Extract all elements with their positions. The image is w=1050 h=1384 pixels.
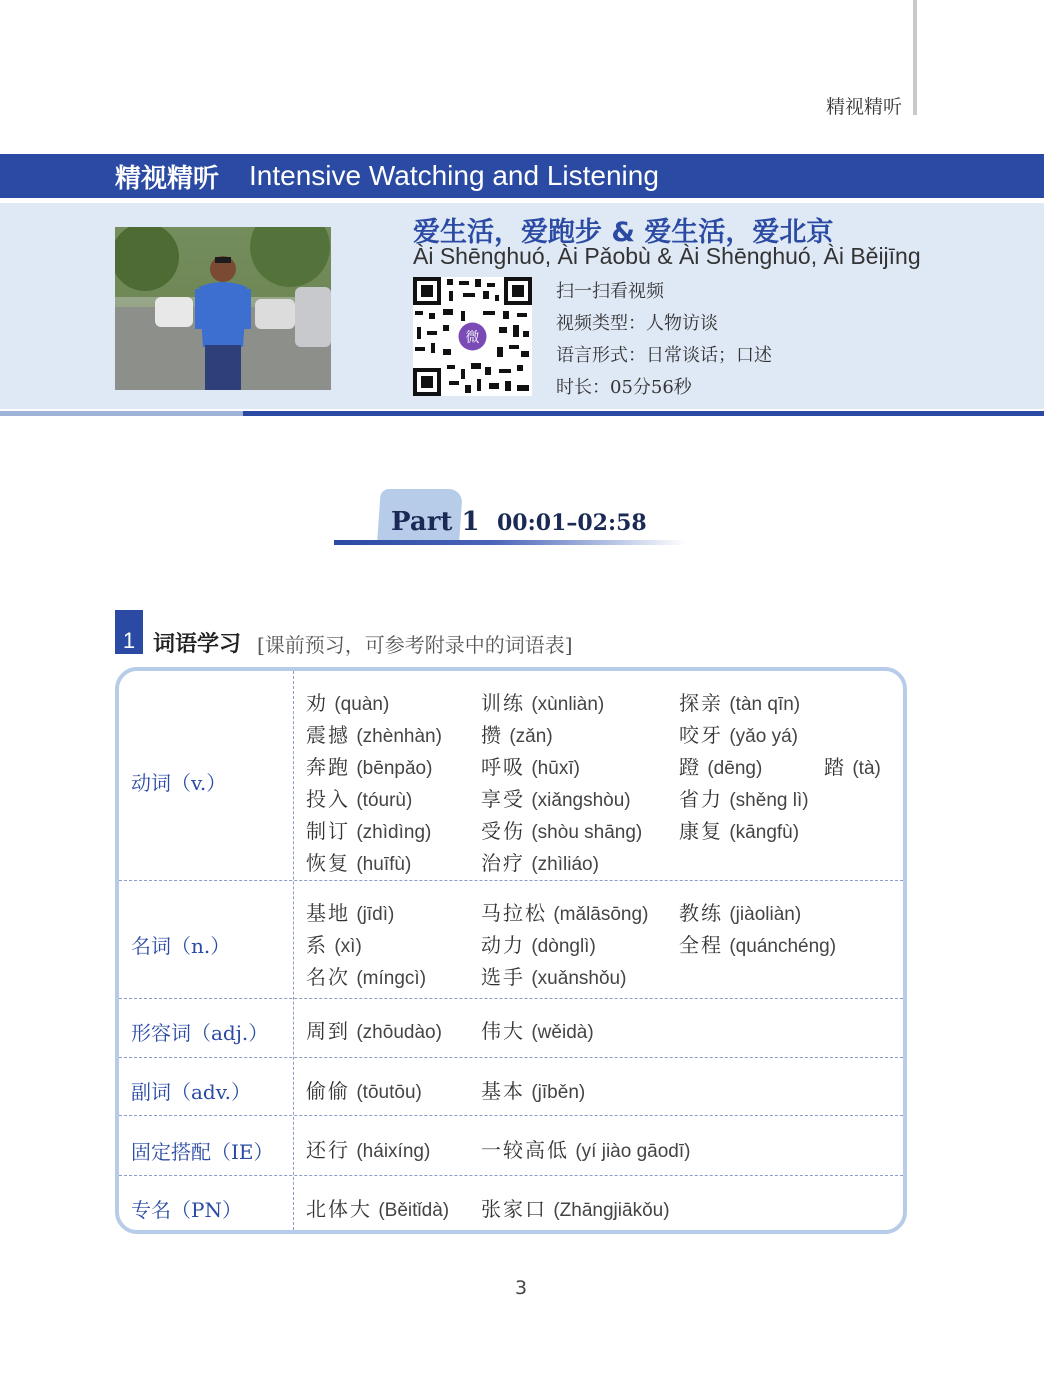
section-header-en: Intensive Watching and Listening: [249, 160, 659, 191]
vocab-word: [481, 961, 626, 990]
row-divider: [119, 1115, 903, 1116]
part-underline: [334, 540, 686, 545]
vocab-word-pinyin: (xùnliàn): [531, 694, 605, 715]
vocab-word-hanzi: 北体大: [306, 1197, 372, 1221]
vocab-word-hanzi: 攒: [481, 723, 503, 747]
vocab-word: [306, 1075, 422, 1104]
panel-rule-left: [0, 411, 243, 416]
vocab-word: [481, 847, 599, 876]
vocab-category: 副词（adv.）: [131, 1080, 252, 1104]
vocab-word-hanzi: 伟大: [481, 1019, 525, 1043]
vocab-word: [679, 687, 800, 716]
vocab-word-hanzi: 蹬: [679, 755, 701, 779]
video-thumbnail[interactable]: [115, 227, 331, 390]
running-head: 精视精听: [825, 96, 902, 118]
vocab-word: [481, 783, 631, 812]
section-header-cn: 精视精听: [115, 163, 220, 194]
vocab-word-hanzi: 劝: [306, 691, 328, 715]
vocab-word: [306, 929, 362, 958]
vocab-word-hanzi: 探亲: [679, 691, 723, 715]
vocab-word-hanzi: 恢复: [306, 851, 350, 875]
meta-language-form: 语言形式：日常谈话；口述: [556, 345, 772, 366]
part-time: 00:01–02:58: [497, 510, 647, 536]
vocab-word: [481, 929, 596, 958]
vocab-category: 动词（v.）: [131, 771, 227, 795]
row-divider: [119, 998, 903, 999]
vocab-word-hanzi: 教练: [679, 901, 723, 925]
vocab-category: 固定搭配（IE）: [131, 1140, 274, 1164]
vocab-word: [481, 1134, 690, 1163]
vocab-word-pinyin: (mǎlāsōng): [553, 904, 649, 925]
vocab-word-hanzi: 动力: [481, 933, 525, 957]
vocab-word: [679, 751, 762, 780]
vocab-word: [481, 815, 642, 844]
vocab-word-pinyin: (zǎn): [509, 726, 553, 747]
row-divider: [119, 1175, 903, 1176]
vocab-word: [679, 783, 809, 812]
vocab-word-pinyin: (tóurù): [356, 790, 413, 811]
vocab-word: [306, 783, 412, 812]
vocab-word-hanzi: 制订: [306, 819, 350, 843]
vocab-word-pinyin: (háixíng): [356, 1141, 431, 1162]
vocab-word-hanzi: 省力: [679, 787, 723, 811]
vocab-word-pinyin: (Zhāngjiākǒu): [553, 1200, 670, 1221]
vocab-word-pinyin: (xì): [334, 936, 362, 957]
vocab-word: [306, 847, 411, 876]
vocab-word-hanzi: 咬牙: [679, 723, 723, 747]
vocab-word: [481, 1015, 594, 1044]
page-number: 3: [515, 1277, 528, 1299]
vocab-word-pinyin: (Běitǐdà): [378, 1200, 450, 1221]
vocab-word-pinyin: (zhènhàn): [356, 726, 442, 747]
vocab-word-pinyin: (hūxī): [531, 758, 580, 779]
vocab-word: [306, 751, 432, 780]
section-note: [课前预习，可参考附录中的词语表]: [257, 633, 573, 657]
vocab-word: [481, 1193, 670, 1222]
vocab-word: [306, 897, 394, 926]
vocab-word: [679, 815, 799, 844]
vocab-column-divider: [293, 671, 294, 1230]
vocab-word-pinyin: (yí jiào gāodī): [575, 1141, 691, 1162]
vocab-word-pinyin: (wěidà): [531, 1022, 594, 1043]
vocab-word: [306, 961, 426, 990]
header-rule: [913, 0, 917, 115]
vocab-word-pinyin: (quàn): [334, 694, 390, 715]
vocab-word: [306, 1193, 449, 1222]
vocab-word-pinyin: (tàn qīn): [729, 694, 801, 715]
vocab-word-pinyin: (jiàoliàn): [729, 904, 802, 925]
section-header-bar: [0, 154, 1044, 198]
vocab-word-hanzi: 基地: [306, 901, 350, 925]
vocab-word-pinyin: (huīfù): [356, 854, 412, 875]
vocab-word: [679, 719, 798, 748]
vocab-word-hanzi: 奔跑: [306, 755, 350, 779]
vocab-word: [824, 751, 881, 780]
section-title: 词语学习: [153, 632, 242, 657]
vocab-word-hanzi: 系: [306, 933, 328, 957]
vocab-word-pinyin: (zhìdìng): [356, 822, 432, 843]
vocab-word-hanzi: 受伤: [481, 819, 525, 843]
vocab-word-pinyin: (shěng lì): [729, 790, 809, 811]
vocab-category: 专名（PN）: [131, 1198, 242, 1222]
vocab-word-pinyin: (yǎo yá): [729, 726, 798, 747]
meta-scan-prompt: 扫一扫看视频: [556, 281, 664, 302]
vocab-word-hanzi: 震撼: [306, 723, 350, 747]
vocab-word-hanzi: 呼吸: [481, 755, 525, 779]
vocab-word-hanzi: 全程: [679, 933, 723, 957]
vocab-word-hanzi: 投入: [306, 787, 350, 811]
vocab-word-pinyin: (dònglì): [531, 936, 596, 957]
vocab-word: [481, 1075, 585, 1104]
vocab-category: 名词（n.）: [131, 934, 231, 958]
meta-video-type: 视频类型：人物访谈: [556, 313, 718, 334]
vocab-word-hanzi: 周到: [306, 1019, 350, 1043]
section-number: 1: [115, 610, 143, 654]
vocab-word-pinyin: (jīdì): [356, 904, 395, 925]
vocab-word-pinyin: (tōutōu): [356, 1082, 422, 1103]
vocab-word-hanzi: 选手: [481, 965, 525, 989]
panel-rule-right: [243, 411, 1044, 416]
vocab-word-hanzi: 偷偷: [306, 1079, 350, 1103]
part-label: Part 1: [391, 507, 480, 537]
vocab-word: [481, 751, 580, 780]
vocab-word-pinyin: (zhōudào): [356, 1022, 442, 1043]
video-title-pinyin: Ài Shēnghuó, Ài Pǎobù & Ài Shēnghuó, Ài Běijīng: [413, 243, 921, 269]
vocab-word: [306, 1134, 430, 1163]
row-divider: [119, 1057, 903, 1058]
vocab-word-hanzi: 踏: [824, 755, 846, 779]
vocab-word: [481, 897, 648, 926]
vocab-word-pinyin: (dēng): [707, 758, 763, 779]
vocab-word: [679, 897, 801, 926]
vocab-word: [306, 719, 442, 748]
video-title: 爱生活，爱跑步 & 爱生活，爱北京: [413, 217, 834, 248]
meta-duration: 时长：05分56秒: [556, 377, 692, 398]
vocab-word-hanzi: 训练: [481, 691, 525, 715]
vocab-word-hanzi: 康复: [679, 819, 723, 843]
vocab-word: [679, 929, 836, 958]
vocab-word-pinyin: (zhìliáo): [531, 854, 599, 875]
vocab-word-pinyin: (quánchéng): [729, 936, 837, 957]
vocab-word: [481, 719, 553, 748]
vocab-word-hanzi: 一较高低: [481, 1138, 569, 1162]
vocab-word-pinyin: (jīběn): [531, 1082, 586, 1103]
vocab-table: [115, 667, 907, 1234]
vocab-word-pinyin: (xiǎngshòu): [531, 790, 631, 811]
vocab-word-pinyin: (kāngfù): [729, 822, 800, 843]
vocab-word: [481, 687, 604, 716]
vocab-word: [306, 687, 389, 716]
vocab-word-pinyin: (xuǎnshǒu): [531, 968, 627, 989]
row-divider: [119, 880, 903, 881]
vocab-word: [306, 1015, 442, 1044]
vocab-word-hanzi: 名次: [306, 965, 350, 989]
qr-code[interactable]: [413, 277, 532, 396]
vocab-word-pinyin: (bēnpǎo): [356, 758, 433, 779]
vocab-word-hanzi: 享受: [481, 787, 525, 811]
vocab-word-pinyin: (tà): [852, 758, 881, 779]
vocab-word-pinyin: (shòu shāng): [531, 822, 643, 843]
vocab-word-hanzi: 还行: [306, 1138, 350, 1162]
vocab-word-hanzi: 基本: [481, 1079, 525, 1103]
vocab-word-hanzi: 张家口: [481, 1197, 547, 1221]
qr-center-label: 微: [465, 330, 480, 346]
vocab-word-hanzi: 马拉松: [481, 901, 547, 925]
vocab-word-hanzi: 治疗: [481, 851, 525, 875]
vocab-category: 形容词（adj.）: [131, 1021, 269, 1045]
vocab-word-pinyin: (míngcì): [356, 968, 427, 989]
vocab-word: [306, 815, 431, 844]
